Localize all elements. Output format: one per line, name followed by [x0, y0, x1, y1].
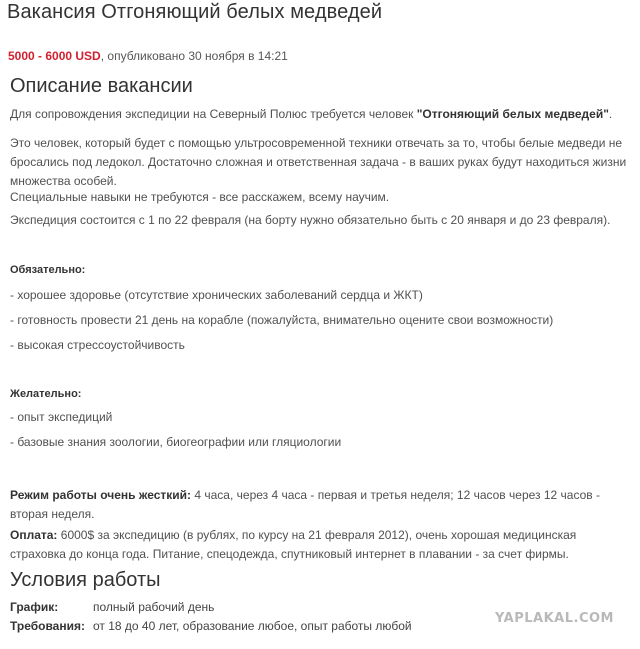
desired-item: - базовые знания зоологии, биогеографии или гляциологии: [10, 435, 342, 449]
desired-item: - опыт экспедиций: [10, 410, 113, 424]
page-title: Вакансия Отгоняющий белых медведей: [7, 1, 383, 23]
work-schedule-note: [10, 486, 635, 524]
payment-label: Оплата:: [10, 528, 58, 542]
requirements-value: от 18 до 40 лет, образование любое, опыт работы любой: [93, 619, 412, 633]
payment-text: 6000$ за экспедицию (в рублях, по курсу на 21 февраля 2012), очень хорошая медицинская страховка до конца года. Питание, спецодежда, спутниковый интернет в плавании - за счет фирмы.: [10, 528, 577, 561]
description-paragraph-2: Это человек, который будет с помощью ультросовременной техники отвечать за то, чтобы белые медведи не бросались под ледокол. Достаточно сложная и ответственная задача - в ваших руках будут находиться жизни множества особей.: [10, 136, 627, 188]
vacancy-meta: [8, 49, 288, 63]
salary-range: 5000 - 6000 USD: [8, 49, 101, 63]
required-item: - высокая стрессоустойчивость: [10, 338, 185, 352]
schedule-term: График:: [10, 600, 59, 614]
requirements-term: Требования:: [10, 619, 85, 633]
desired-label: Желательно:: [10, 388, 82, 400]
conditions-heading: Условия работы: [10, 569, 161, 591]
description-p1-suffix: .: [608, 107, 613, 121]
description-paragraph-3: Специальные навыки не требуются - все расскажем, всему научим.: [10, 190, 390, 204]
schedule-value: полный рабочий день: [93, 600, 215, 614]
site-watermark: YAPLAKAL.COM: [495, 611, 614, 626]
description-heading: Описание вакансии: [10, 75, 193, 97]
required-item: - готовность провести 21 день на корабле (пожалуйста, внимательно оцените свои возможности): [10, 313, 554, 327]
required-label: Обязательно:: [10, 264, 86, 276]
description-paragraph-4: Экспедиция состоится с 1 по 22 февраля (на борту нужно обязательно быть с 20 января и до 23 февраля).: [10, 213, 611, 227]
published-date: , опубликовано 30 ноября в 14:21: [100, 49, 288, 63]
description-paragraph-1: [10, 105, 635, 124]
description-p1-role: "Отгоняющий белых медведей": [416, 107, 609, 121]
work-schedule-text: 4 часа, через 4 часа - первая и третья неделя; 12 часов через 12 часов - вторая неделя.: [10, 488, 600, 521]
work-schedule-label: Режим работы очень жесткий:: [10, 488, 192, 502]
required-item: - хорошее здоровье (отсутствие хронических заболеваний сердца и ЖКТ): [10, 288, 423, 302]
description-p1-prefix: Для сопровождения экспедиции на Северный Полюс требуется человек: [10, 107, 417, 121]
payment-note: [10, 526, 635, 564]
